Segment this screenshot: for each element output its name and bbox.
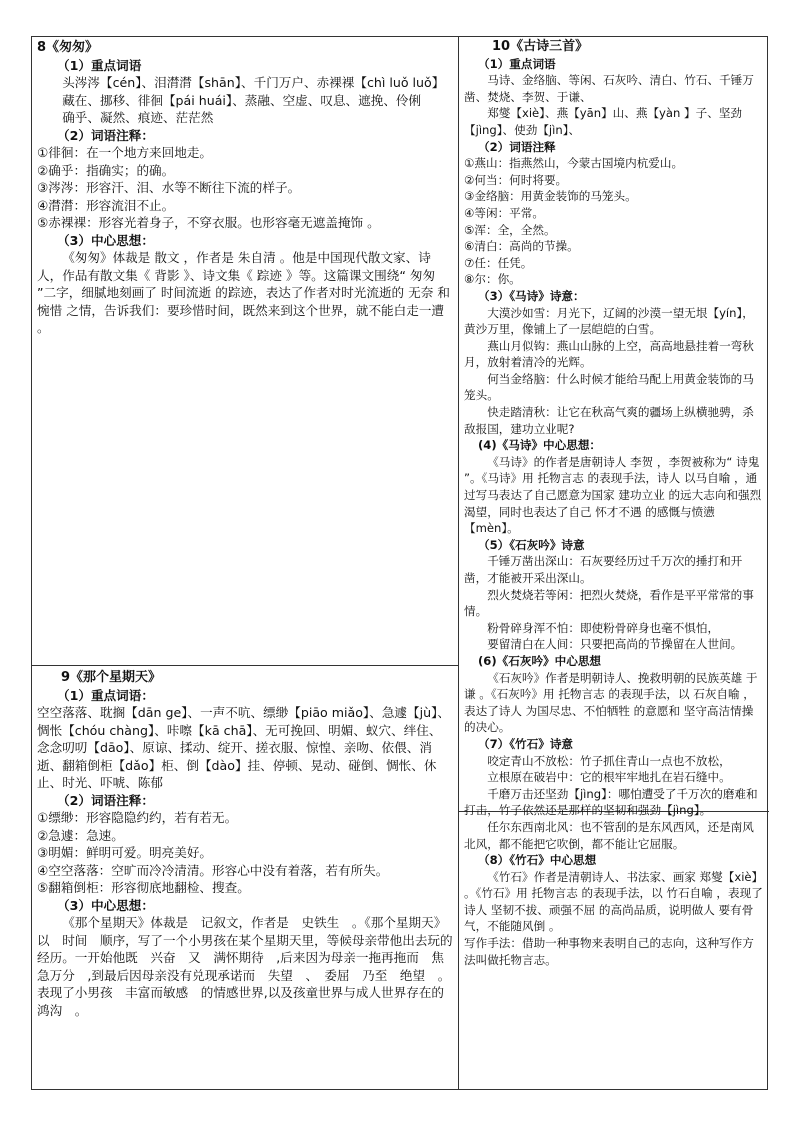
section-10-note: ⑧尔：你。 xyxy=(464,272,521,287)
mashi-meaning-heading: （3）《马诗》诗意： xyxy=(478,288,585,303)
zhushi-meaning-line: 立根原在破岩中：它的根牢牢地扎在岩石缝中。 xyxy=(487,770,731,785)
section-8-note: ⑤赤裸裸：形容光着身子，不穿衣服。也形容毫无遮盖掩饰 。 xyxy=(37,215,380,230)
section-10-note: ⑦任：任凭。 xyxy=(464,255,533,270)
mashi-meaning-line: 快走踏清秋：让它在秋高气爽的疆场上纵横驰骋，杀敌报国，建功立业呢? xyxy=(464,405,754,436)
section-8-cell xyxy=(37,39,453,337)
section-9-note: ④空空落落：空旷而冷冷清清。形容心中没有着落，若有所失。 xyxy=(37,862,389,878)
shihui-meaning-line: 粉骨碎身浑不怕：即使粉骨碎身也毫不惧怕， xyxy=(487,620,720,635)
section-10-note: ③金络脑：用黄金装饰的马笼头。 xyxy=(464,189,637,204)
notes-table xyxy=(31,36,768,1090)
zhushi-thought-heading: （8）《竹石》中心思想 xyxy=(478,853,597,868)
mashi-thought-heading: (4)《马诗》中心思想： xyxy=(478,438,602,453)
zhushi-meaning-line: 千磨万击还坚劲【jìng】：哪怕遭受了千万次的磨难和打击，竹子依然还是那样的坚韧和强劲【jìng】。 xyxy=(464,786,758,818)
section-8-word-line: 藏在、挪移、徘徊【pái huái】、蒸融、空虚、叹息、遮挽、伶俐 xyxy=(62,92,422,108)
shihui-thought-heading: (6)《石灰吟》中心思想 xyxy=(478,653,602,668)
section-10-note: ①燕山：指燕然山，今蒙古国境内杭爱山。 xyxy=(464,156,684,171)
section-8-title: 8《匆匆》 xyxy=(37,40,99,55)
zhushi-thought: 《竹石》作者是清朝诗人、书法家、画家 郑燮【xiè】 。《竹石》用 托物言志 的表现手法，以 竹石自喻 ，表现了诗人 坚韧不拔、顽强不屈 的高尚品质，说明做人 要有骨气，不能随风倒 。 xyxy=(464,869,764,934)
section-10-note: ⑥清白：高尚的节操。 xyxy=(464,239,579,254)
section-8-notes-heading: （2）词语注释： xyxy=(57,127,154,143)
section-10-note: ②何当：何时将要。 xyxy=(464,172,568,187)
section-10-notes-heading: （2）词语注释 xyxy=(478,139,556,154)
section-9-word-line: 空空落落、耽搁【dān ge】、一声不吭、缥缈【piāo miǎo】、急遽【jù】、 xyxy=(37,705,450,720)
section-9-note: ②急遽：急速。 xyxy=(37,827,124,843)
section-10-word-line: 马诗、金络脑、等闲、石灰吟、清白、竹石、千锤万凿、焚烧、李贺、于谦、 xyxy=(464,73,754,104)
section-10-key-words-heading: （1）重点词语 xyxy=(478,56,556,71)
section-10-cell xyxy=(464,39,764,968)
section-8-word-line: 确乎、凝然、痕迹、茫茫然 xyxy=(62,110,214,125)
shihui-meaning-line: 烈火焚烧若等闲：把烈火焚烧，看作是平平常常的事情。 xyxy=(464,587,754,619)
mashi-meaning-line: 燕山月似钩：燕山山脉的上空，高高地悬挂着一弯秋月，放射着清冷的光辉。 xyxy=(464,338,754,370)
section-10-title: 10《古诗三首》 xyxy=(492,39,589,54)
shihui-thought: 《石灰吟》作者是明朝诗人、挽救明朝的民族英雄 于谦 。《石灰吟》用 托物言志 的表现手法，以 石灰自喻 ，表达了诗人 为国尽忠、不怕牺牲 的意愿和 坚守高洁情操 的决心。 xyxy=(464,670,758,735)
section-9-thought-heading: （3）中心思想： xyxy=(57,897,154,913)
section-9-note: ①缥缈：形容隐隐约约，若有若无。 xyxy=(37,810,238,825)
row-divider-left xyxy=(32,665,458,666)
section-10-note: ⑤浑：全，全然。 xyxy=(464,222,556,237)
zhushi-meaning-line: 咬定青山不放松：竹子抓住青山一点也不放松， xyxy=(487,753,731,768)
shihui-meaning-heading: （5）《石灰吟》诗意 xyxy=(478,537,585,552)
section-8-word-line: 头涔涔【cén】、泪潸潸【shān】、千门万户、赤裸裸【chì luǒ luǒ】 xyxy=(62,75,445,90)
section-9-note: ③明媚：鲜明可爱。明亮美好。 xyxy=(37,845,213,860)
section-9-thought: 《那个星期天》体裁是 记叙文，作者是 史铁生 。《那个星期天》以 时间 顺序，写了一个小男孩在某个星期天里，等候母亲带他出去玩的经历。一开始他既 兴奋 又 满怀期待 ,后来因为母亲一拖再拖而 焦急万分 ,到最后因母亲没有兑现承诺而 失望 、 委屈 乃至 绝望 。表现了小男孩 丰富而敏感 的情感世界,以及孩童世界与成人世界存在的鸿沟 。 xyxy=(37,915,453,1018)
section-9-title: 9《那个星期天》 xyxy=(61,670,162,685)
column-divider xyxy=(458,37,459,1089)
section-8-thought-heading: （3）中心思想： xyxy=(57,232,154,248)
section-9-key-words-heading: （1）重点词语： xyxy=(57,687,154,703)
writing-method: 写作手法：借助一种事物来表明自己的志向，这种写作方法叫做托物言志。 xyxy=(464,936,754,967)
shihui-meaning-line: 千锤万凿出深山：石灰要经历过千万次的捶打和开凿，才能被开采出深山。 xyxy=(464,554,743,585)
mashi-thought: 《马诗》的作者是唐朝诗人 李贺 ，李贺被称为“ 诗鬼 ”。《马诗》用 托物言志 的表现手法，诗人 以马自喻 ，通过写马表达了自己愿意为国家 建功立业 的远大志向和强烈渴望，同时也表达了自己 怀才不遇 的感慨与愤懑【mèn】。 xyxy=(464,454,762,536)
section-8-thought: 《匆匆》体裁是 散文 ，作者是 朱自清 。他是中国现代散文家、诗人，作品有散文集《 背影 》、诗文集《 踪迹 》等。这篇课文围绕“ 匆匆 ”二字，细腻地刻画了 时间流逝 的踪迹，表达了作者对时光流逝的 无奈 和 惋惜 之情，告诉我们：要珍惜时间，既然来到这个世界，就不能白走一遭 。 xyxy=(37,250,450,335)
section-8-note: ③涔涔：形容汗、泪、水等不断往下流的样子。 xyxy=(37,180,301,195)
section-9-notes-heading: （2）词语注释： xyxy=(57,792,154,808)
section-9-word-line: 惆怅【chóu chàng】、咔嚓【kā chā】、无可挽回、明媚、蚁穴、绊住、 xyxy=(37,722,442,738)
mashi-meaning-line: 大漠沙如雪：月光下，辽阔的沙漠一望无垠【yín】，黄沙万里，像铺上了一层皑皑的白雪。 xyxy=(464,305,754,337)
zhushi-meaning-heading: （7）《竹石》诗意 xyxy=(478,736,574,751)
section-9-cell xyxy=(37,669,453,1019)
section-8-note: ②确乎：指确实；的确。 xyxy=(37,162,175,178)
zhushi-meaning-line: 任尔东西南北风：也不管刮的是东风西风，还是南风北风，都不能把它吹倒，都不能让它屈服。 xyxy=(464,819,754,851)
section-10-word-line: 郑燮【xiè】、燕【yān】山、燕【yàn 】子、坚劲【jìng】、使劲【jìn】、 xyxy=(464,106,743,137)
shihui-meaning-line: 要留清白在人间：只要把高尚的节操留在人世间。 xyxy=(487,637,743,652)
section-8-note: ④潸潸：形容流泪不止。 xyxy=(37,197,175,213)
section-8-key-words-heading: （1）重点词语 xyxy=(57,57,142,73)
section-8-note: ①徘徊：在一个地方来回地走。 xyxy=(37,145,213,160)
section-9-note: ⑤翻箱倒柜：形容彻底地翻检、搜查。 xyxy=(37,880,250,895)
section-10-note: ④等闲：平常。 xyxy=(464,205,544,220)
section-9-word-line: 念念叨叨【dāo】、原谅、揉动、绽开、搓衣服、惊惶、亲吻、依偎、消逝、翻箱倒柜【dǎo】柜、倒【dào】挂、停顿、晃动、碰倒、惆怅、休止、时光、吓唬、陈郁 xyxy=(37,740,437,790)
mashi-meaning-line: 何当金络脑：什么时候才能给马配上用黄金装饰的马笼头。 xyxy=(464,371,754,403)
